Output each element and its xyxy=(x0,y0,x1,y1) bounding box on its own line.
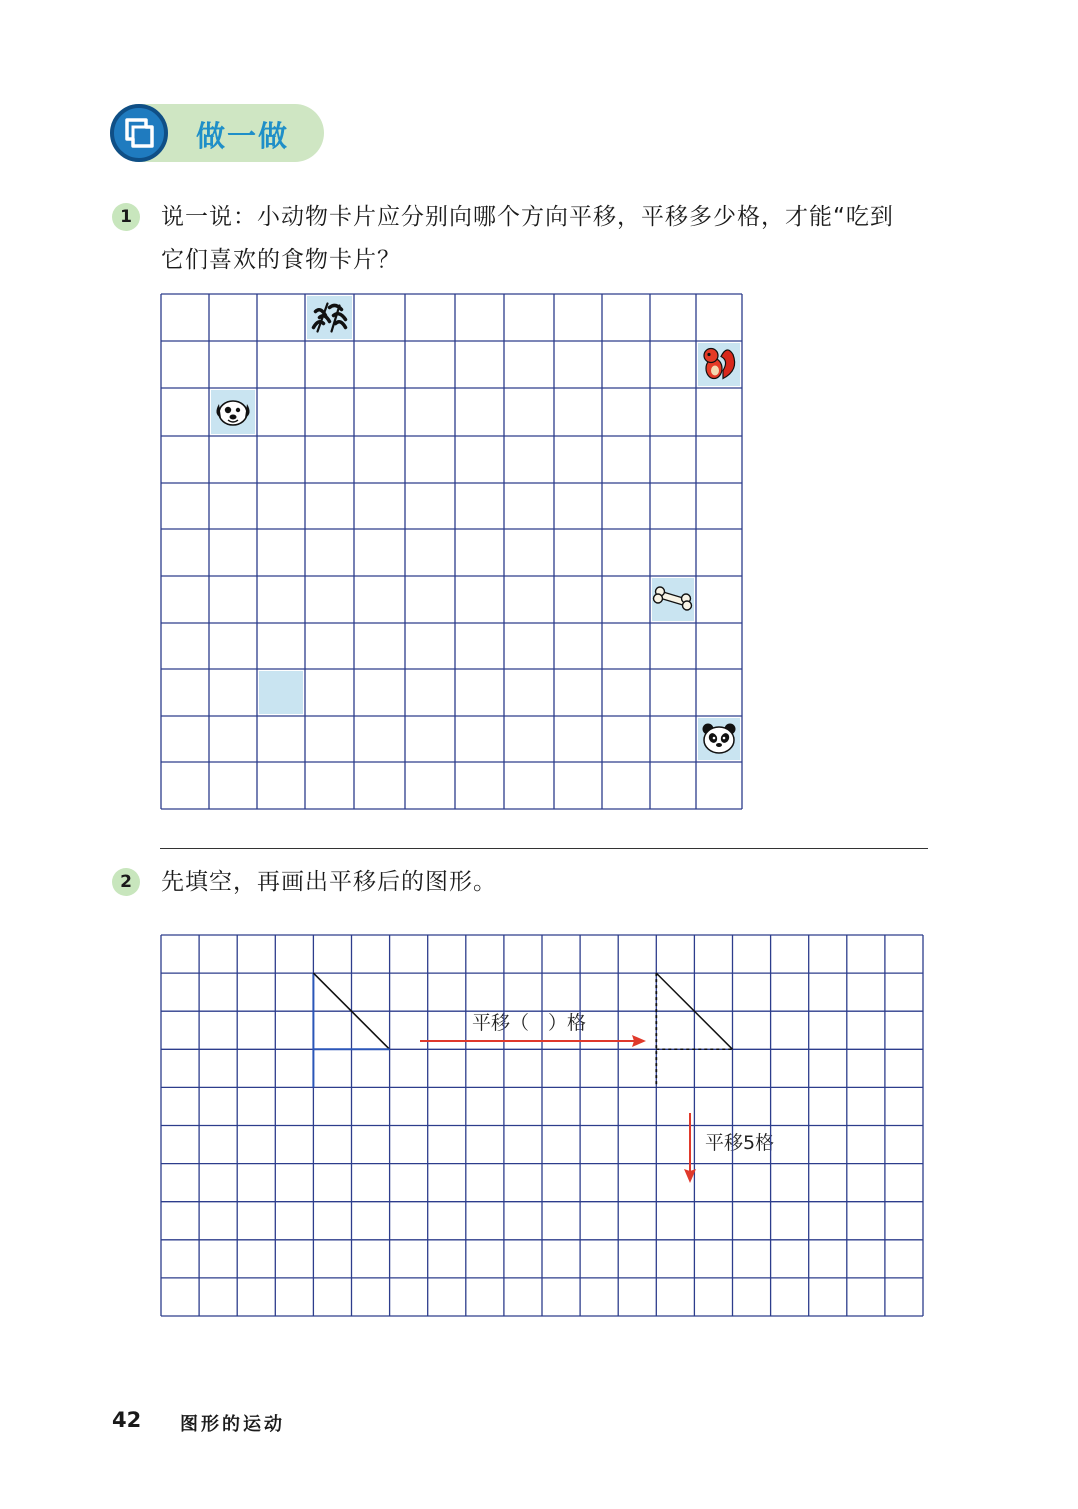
squirrel-icon xyxy=(698,343,740,386)
grid-lines xyxy=(161,294,742,809)
question-1-number: 1 xyxy=(112,203,140,231)
translation-grid-2 xyxy=(150,925,940,1325)
translate-down-label: 平移5格 xyxy=(705,1132,775,1154)
bamboo-icon xyxy=(307,296,352,339)
panda-icon xyxy=(698,718,740,760)
bone-icon xyxy=(652,578,694,621)
dog-icon xyxy=(211,390,255,434)
section-title: 做一做 xyxy=(196,119,290,153)
divider xyxy=(160,848,928,849)
question-2-number: 2 xyxy=(112,868,140,896)
page-number: 42 xyxy=(112,1408,142,1432)
chapter-title: 图形的运动 xyxy=(180,1414,285,1435)
arrow-right-icon xyxy=(420,1035,646,1047)
grid-lines xyxy=(161,935,923,1316)
translation-grid-1 xyxy=(150,285,810,825)
question-1-line-2: 它们喜欢的食物卡片？ xyxy=(161,247,401,273)
pinecone-icon xyxy=(259,671,303,714)
activity-icon xyxy=(110,104,168,162)
question-1-line-1: 说一说：小动物卡片应分别向哪个方向平移，平移多少格，才能“吃到 xyxy=(161,204,894,230)
translate-right-label: 平移（ ）格 xyxy=(472,1012,587,1034)
question-2-text: 先填空，再画出平移后的图形。 xyxy=(161,869,497,895)
